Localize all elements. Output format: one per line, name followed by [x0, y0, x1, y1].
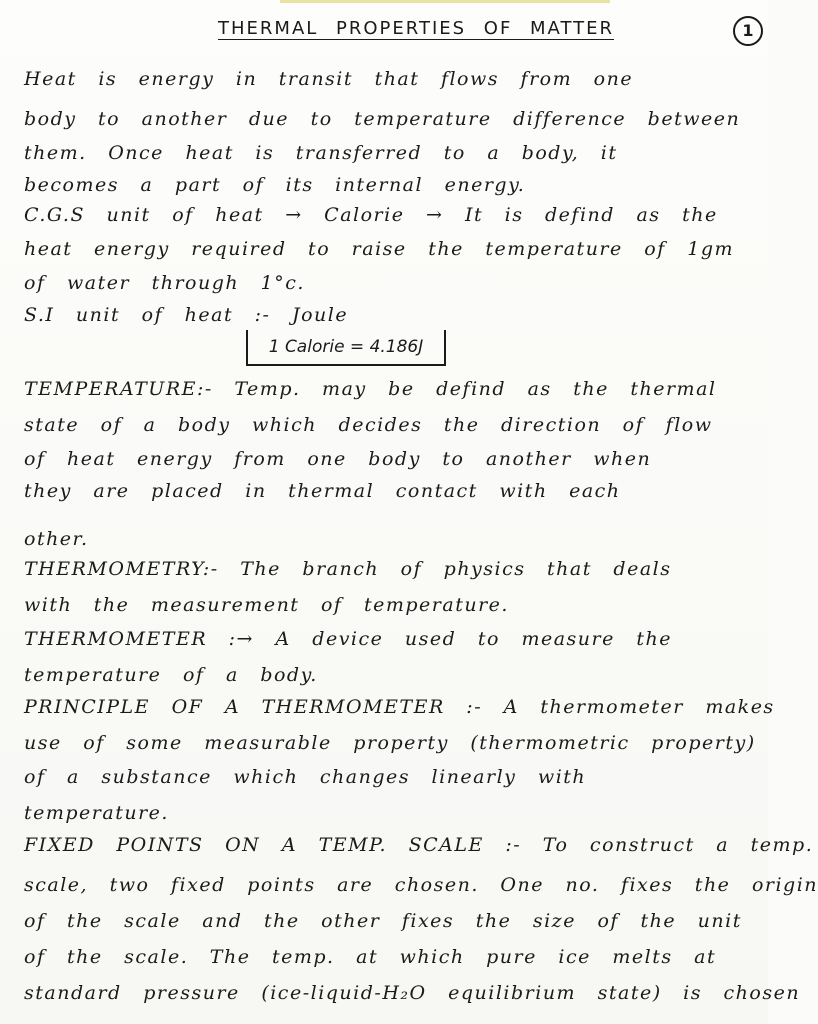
text-line: Heat is energy in transit that flows from one [24, 68, 634, 90]
page-number: 1 [733, 16, 763, 46]
text-line: of a substance which changes linearly with [24, 766, 587, 788]
formula-box: 1 Calorie = 4.186J [246, 330, 446, 366]
text-line: standard pressure (ice-liquid-H₂O equilibrium state) is chosen [24, 982, 801, 1004]
text-line: FIXED POINTS ON A TEMP. SCALE :- To construct a temp. [24, 834, 814, 856]
text-line: use of some measurable property (thermometric property) [24, 732, 756, 754]
page-edge-strip [280, 0, 610, 3]
text-line: temperature. [24, 802, 169, 824]
text-line: scale, two fixed points are chosen. One no. fixes the origin [24, 874, 818, 896]
text-line: C.G.S unit of heat → Calorie → It is defind as the [24, 204, 718, 226]
text-line: state of a body which decides the direction of flow [24, 414, 713, 436]
text-line: other. [24, 528, 89, 550]
text-line: THERMOMETRY:- The branch of physics that deals [24, 558, 672, 580]
text-line: TEMPERATURE:- Temp. may be defind as the thermal [24, 378, 717, 400]
text-line: them. Once heat is transferred to a body, it [24, 142, 618, 164]
text-line: of water through 1°c. [24, 272, 305, 294]
text-line: with the measurement of temperature. [24, 594, 509, 616]
page-title: THERMAL PROPERTIES OF MATTER [218, 18, 615, 39]
text-line: temperature of a body. [24, 664, 318, 686]
text-line: of the scale. The temp. at which pure ice melts at [24, 946, 717, 968]
text-line: heat energy required to raise the temperature of 1gm [24, 238, 735, 260]
text-line: PRINCIPLE OF A THERMOMETER :- A thermometer makes [24, 696, 775, 718]
text-line: they are placed in thermal contact with each [24, 480, 621, 502]
text-line: THERMOMETER :→ A device used to measure the [24, 628, 673, 650]
text-line: of heat energy from one body to another when [24, 448, 652, 470]
text-line: becomes a part of its internal energy. [24, 174, 526, 196]
text-line: S.I unit of heat :- Joule [24, 304, 349, 326]
text-line: body to another due to temperature difference between [24, 108, 741, 130]
text-line: of the scale and the other fixes the size of the unit [24, 910, 742, 932]
